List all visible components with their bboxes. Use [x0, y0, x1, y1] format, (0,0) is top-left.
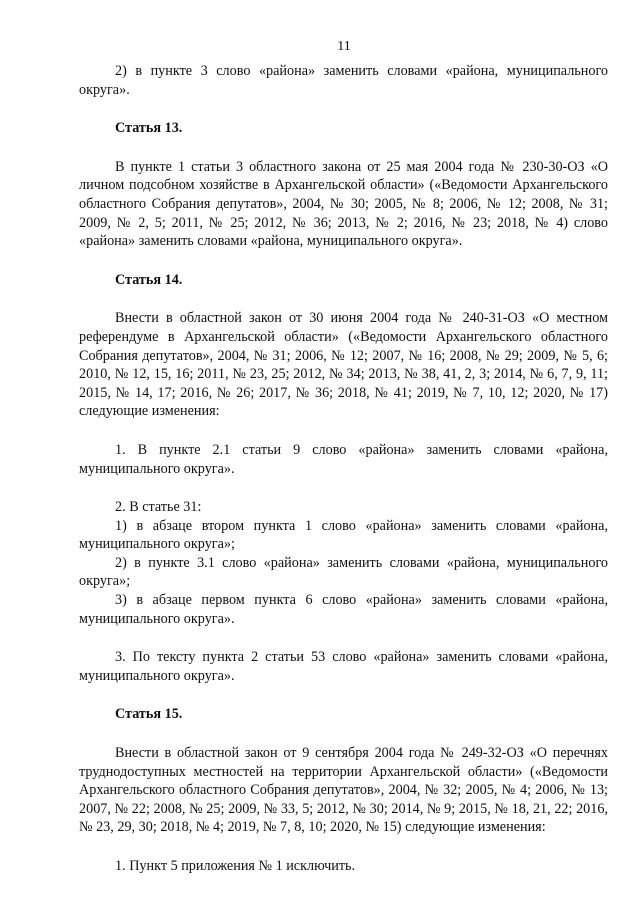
article-14-item-1: 1. В пункте 2.1 статьи 9 слово «района» заменить словами «района, муниципального округа». [79, 441, 608, 477]
article-14-intro: Внести в областной закон от 30 июня 2004 года № 240-31-ОЗ «О местном референдуме в Архангельской области» («Ведомости Архангельского областного Собрания депутатов», 2004, № 31; 2006, № 12; 2007, № 16; 2008, № 29; 2009, № 5, 6; 2010, № 12, 15, 16; 2011, № 23, 25; 2012, № 34; 2013, № 38, 41, 2, 3; 2014, № 6, 7, 9, 11; 2015, № 14, 17; 2016, № 26; 2017, № 36; 2018, № 41; 2019, № 7, 10, 12; 2020, № 17) следующие изменения: [79, 310, 608, 420]
article-15-intro: Внести в областной закон от 9 сентября 2004 года № 249-32-ОЗ «О перечнях труднодоступных местностей на территории Архангельской области» («Ведомости Архангельского областного Собрания депутатов», 2004, № 32; 2005, № 4; 2006, № 13; 2007, № 22; 2008, № 25; 2009, № 33, 5; 2012, № 30; 2014, № 9; 2015, № 18, 21, 22; 2016, № 23, 29, 30; 2018, № 4; 2019, № 7, 8, 10; 2020, № 15) следующие изменения: [79, 745, 608, 836]
article-15-title: Статья 15. [115, 706, 183, 723]
page-number: 11 [337, 39, 351, 54]
article-14-item-2-sub-1: 1) в абзаце втором пункта 1 слово «района» заменить словами «района, муниципального округа»; [79, 517, 608, 553]
document-body [79, 62, 608, 876]
article-13-title: Статья 13. [115, 120, 183, 137]
article-15-item-1: 1. Пункт 5 приложения № 1 исключить. [115, 858, 356, 874]
article-14-item-2-sub-3: 3) в абзаце первом пункта 6 слово «района» заменить словами «района, муниципального округа». [79, 592, 608, 627]
article-14-item-2-sub-2: 2) в пункте 3.1 слово «района» заменить словами «района, муниципального округа»; [79, 554, 608, 590]
article-14-item-3: 3. По тексту пункта 2 статьи 53 слово «района» заменить словами «района, муниципального округа». [79, 649, 608, 684]
article-13-text: В пункте 1 статьи 3 областного закона от 25 мая 2004 года № 230-30-ОЗ «О личном подсобном хозяйстве в Архангельской области» («Ведомости Архангельского областного Собрания депутатов», 2004, № 30; 2005, № 8; 2006, № 12; 2008, № 31; 2009, № 2, 5; 2011, № 25; 2012, № 36; 2013, № 2; 2016, № 23; 2018, № 4) слово «района» заменить словами «района, муниципального округа». [79, 158, 608, 250]
paragraph-amendment-2: 2) в пункте 3 слово «района» заменить словами «района, муниципального округа». [79, 63, 608, 98]
article-14-item-2: 2. В статье 31: [115, 499, 202, 516]
article-14-title: Статья 14. [115, 271, 183, 288]
